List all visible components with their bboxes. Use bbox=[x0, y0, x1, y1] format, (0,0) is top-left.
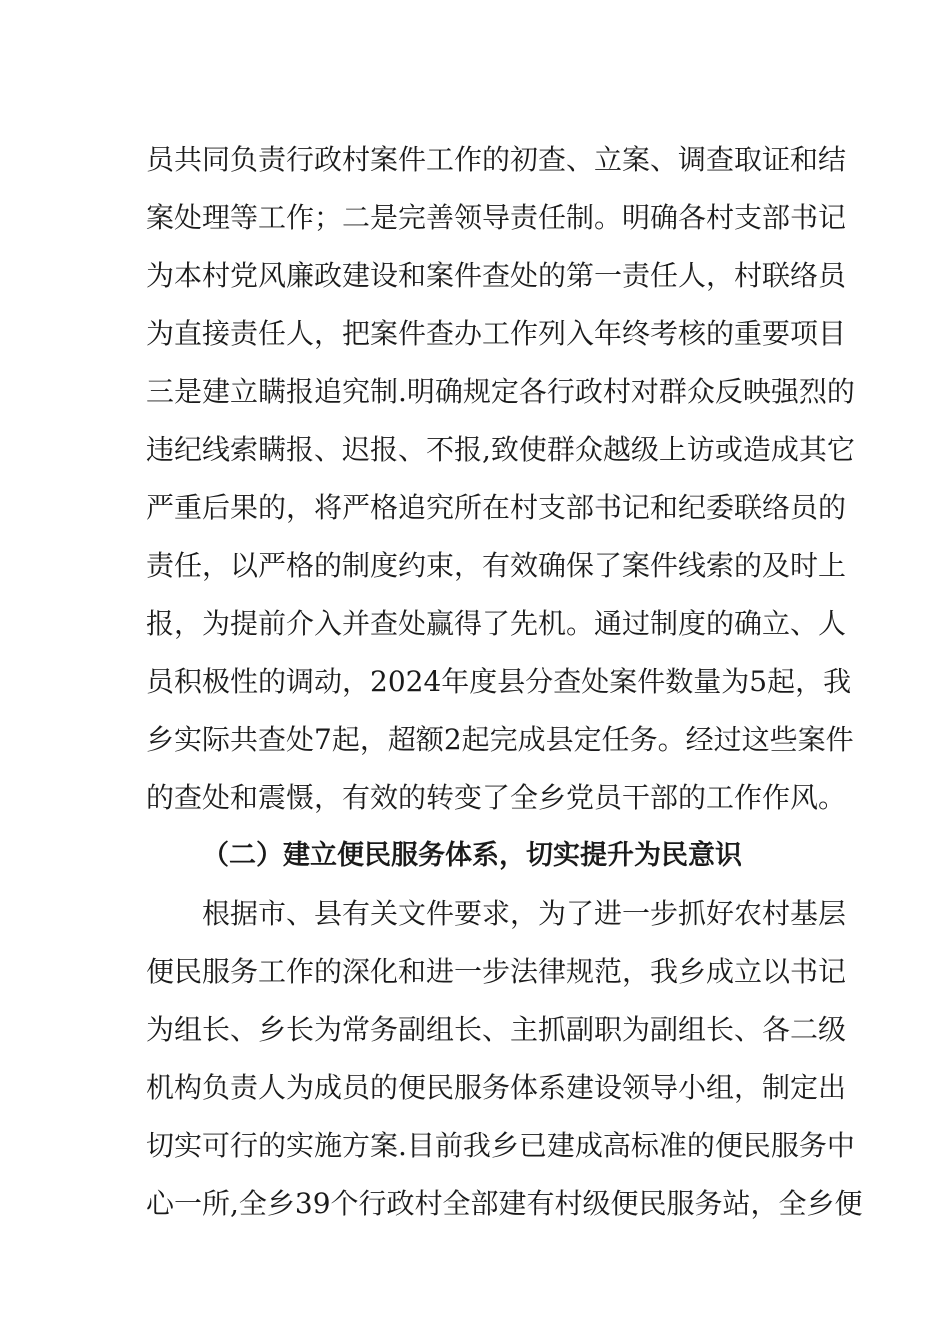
body-text-line: 的查处和震慑，有效的转变了全乡党员干部的工作作风。 bbox=[146, 781, 847, 814]
body-text-line: 员积极性的调动，2024年度县分查处案件数量为5起，我 bbox=[146, 665, 852, 698]
body-text-line: 三是建立瞒报追究制.明确规定各行政村对群众反映强烈的 bbox=[146, 375, 855, 408]
body-text-line: 为组长、乡长为常务副组长、主抓副职为副组长、各二级 bbox=[146, 1013, 847, 1046]
body-text-line: 根据市、县有关文件要求，为了进一步抓好农村基层 bbox=[202, 897, 847, 930]
body-text-line: 违纪线索瞒报、迟报、不报,致使群众越级上访或造成其它 bbox=[146, 433, 855, 466]
body-text-line: 为直接责任人，把案件查办工作列入年终考核的重要项目 bbox=[146, 317, 847, 350]
body-text-line: 案处理等工作；二是完善领导责任制。明确各村支部书记 bbox=[146, 201, 847, 234]
body-text-line: 心一所,全乡39个行政村全部建有村级便民服务站，全乡便 bbox=[146, 1187, 863, 1220]
body-text-line: 严重后果的，将严格追究所在村支部书记和纪委联络员的 bbox=[146, 491, 847, 524]
section-heading: （二）建立便民服务体系，切实提升为民意识 bbox=[202, 840, 742, 871]
body-text-line: 切实可行的实施方案.目前我乡已建成高标准的便民服务中 bbox=[146, 1129, 855, 1162]
body-text-line: 机构负责人为成员的便民服务体系建设领导小组，制定出 bbox=[146, 1071, 847, 1104]
body-text-line: 员共同负责行政村案件工作的初查、立案、调查取证和结 bbox=[146, 143, 847, 176]
body-text-line: 为本村党风廉政建设和案件查处的第一责任人，村联络员 bbox=[146, 259, 847, 292]
body-text-line: 便民服务工作的深化和进一步法律规范，我乡成立以书记 bbox=[146, 955, 847, 988]
body-text-line: 报，为提前介入并查处赢得了先机。通过制度的确立、人 bbox=[146, 607, 847, 640]
body-text-line: 责任，以严格的制度约束，有效确保了案件线索的及时上 bbox=[146, 549, 847, 582]
body-text-line: 乡实际共查处7起，超额2起完成县定任务。经过这些案件 bbox=[146, 723, 854, 756]
